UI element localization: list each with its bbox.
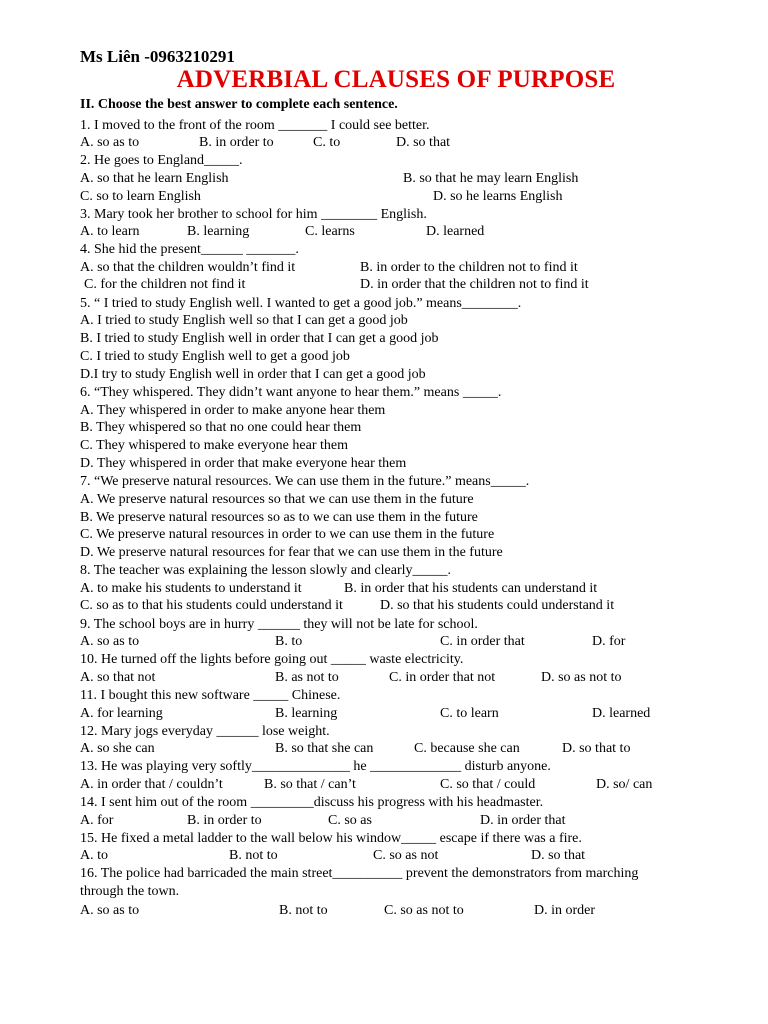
q10-option-c: C. in order that not	[389, 670, 496, 685]
q5-option-c: C. I tried to study English well to get a good job	[80, 349, 350, 364]
page-title: ADVERBIAL CLAUSES OF PURPOSE	[176, 66, 616, 93]
q4-option-c: C. for the children not find it	[84, 277, 246, 292]
q11-option-c: C. to learn	[440, 706, 499, 721]
question-8: 8. The teacher was explaining the lesson slowly and clearly_____.	[80, 563, 452, 578]
q7-option-b: B. We preserve natural resources so as to we can use them in the future	[80, 510, 478, 525]
q6-option-c: C. They whispered to make everyone hear them	[80, 438, 348, 453]
q2-option-a: A. so that he learn English	[80, 171, 229, 186]
q12-option-b: B. so that she can	[275, 741, 374, 756]
question-2: 2. He goes to England_____.	[80, 153, 243, 168]
q5-option-b: B. I tried to study English well in order that I can get a good job	[80, 331, 439, 346]
q7-option-a: A. We preserve natural resources so that we can use them in the future	[80, 492, 474, 507]
q14-option-d: D. in order that	[480, 813, 566, 828]
q15-option-c: C. so as not	[373, 848, 439, 863]
q4-option-a: A. so that the children wouldn’t find it	[80, 260, 296, 275]
q1-option-d: D. so that	[396, 135, 451, 150]
question-3: 3. Mary took her brother to school for him ________ English.	[80, 207, 427, 222]
q15-option-b: B. not to	[229, 848, 278, 863]
q14-option-b: B. in order to	[187, 813, 262, 828]
question-9: 9. The school boys are in hurry ______ they will not be late for school.	[80, 617, 478, 632]
q13-option-b: B. so that / can’t	[264, 777, 356, 792]
q10-option-b: B. as not to	[275, 670, 339, 685]
q16-option-a: A. so as to	[80, 903, 140, 918]
question-15: 15. He fixed a metal ladder to the wall below his window_____ escape if there was a fire.	[80, 831, 582, 846]
question-10: 10. He turned off the lights before going out _____ waste electricity.	[80, 652, 464, 667]
q13-option-c: C. so that / could	[440, 777, 536, 792]
question-5: 5. “ I tried to study English well. I wanted to get a good job.” means________.	[80, 296, 522, 311]
q9-option-c: C. in order that	[440, 634, 525, 649]
q14-option-c: C. so as	[328, 813, 372, 828]
q10-option-d: D. so as not to	[541, 670, 622, 685]
q8-option-d: D. so that his students could understand it	[380, 598, 615, 613]
question-4: 4. She hid the present______ _______.	[80, 242, 299, 257]
q9-option-b: B. to	[275, 634, 303, 649]
q12-option-c: C. because she can	[414, 741, 520, 756]
question-16-continued: through the town.	[80, 884, 180, 899]
question-6: 6. “They whispered. They didn’t want anyone to hear them.” means _____.	[80, 385, 502, 400]
q7-option-c: C. We preserve natural resources in order to we can use them in the future	[80, 527, 495, 542]
q11-option-a: A. for learning	[80, 706, 163, 721]
q3-option-c: C. learns	[305, 224, 355, 239]
question-16: 16. The police had barricaded the main street__________ prevent the demonstrators from marching	[80, 866, 639, 881]
q1-option-c: C. to	[313, 135, 341, 150]
q16-option-c: C. so as not to	[384, 903, 464, 918]
q15-option-d: D. so that	[531, 848, 586, 863]
q2-option-c: C. so to learn English	[80, 189, 201, 204]
q6-option-a: A. They whispered in order to make anyone hear them	[80, 403, 386, 418]
q5-option-d: D.I try to study English well in order that I can get a good job	[80, 367, 426, 382]
author-header: Ms Liên -0963210291	[80, 47, 235, 66]
q1-option-b: B. in order to	[199, 135, 274, 150]
q2-option-d: D. so he learns English	[433, 189, 563, 204]
q13-option-a: A. in order that / couldn’t	[80, 777, 223, 792]
question-14: 14. I sent him out of the room _________discuss his progress with his headmaster.	[80, 795, 544, 810]
q11-option-b: B. learning	[275, 706, 338, 721]
q8-option-b: B. in order that his students can understand it	[344, 581, 598, 596]
q9-option-a: A. so as to	[80, 634, 140, 649]
q5-option-a: A. I tried to study English well so that I can get a good job	[80, 313, 408, 328]
q12-option-d: D. so that to	[562, 741, 631, 756]
question-7: 7. “We preserve natural resources. We can use them in the future.” means_____.	[80, 474, 530, 489]
q16-option-b: B. not to	[279, 903, 328, 918]
q16-option-d: D. in order	[534, 903, 596, 918]
q10-option-a: A. so that not	[80, 670, 156, 685]
q14-option-a: A. for	[80, 813, 114, 828]
q9-option-d: D. for	[592, 634, 626, 649]
q7-option-d: D. We preserve natural resources for fear that we can use them in the future	[80, 545, 503, 560]
q12-option-a: A. so she can	[80, 741, 155, 756]
q11-option-d: D. learned	[592, 706, 651, 721]
q6-option-b: B. They whispered so that no one could hear them	[80, 420, 362, 435]
q4-option-b: B. in order to the children not to find it	[360, 260, 578, 275]
q8-option-c: C. so as to that his students could understand it	[80, 598, 343, 613]
question-13: 13. He was playing very softly______________ he _____________ disturb anyone.	[80, 759, 551, 774]
q3-option-a: A. to learn	[80, 224, 140, 239]
question-1: 1. I moved to the front of the room _______ I could see better.	[80, 118, 430, 133]
question-12: 12. Mary jogs everyday ______ lose weight.	[80, 724, 330, 739]
q15-option-a: A. to	[80, 848, 108, 863]
q13-option-d: D. so/ can	[596, 777, 653, 792]
q4-option-d: D. in order that the children not to find it	[360, 277, 589, 292]
q1-option-a: A. so as to	[80, 135, 140, 150]
q3-option-d: D. learned	[426, 224, 485, 239]
q8-option-a: A. to make his students to understand it	[80, 581, 302, 596]
instruction: II. Choose the best answer to complete each sentence.	[80, 97, 398, 112]
question-11: 11. I bought this new software _____ Chinese.	[80, 688, 341, 703]
q2-option-b: B. so that he may learn English	[403, 171, 579, 186]
q3-option-b: B. learning	[187, 224, 250, 239]
q6-option-d: D. They whispered in order that make everyone hear them	[80, 456, 407, 471]
